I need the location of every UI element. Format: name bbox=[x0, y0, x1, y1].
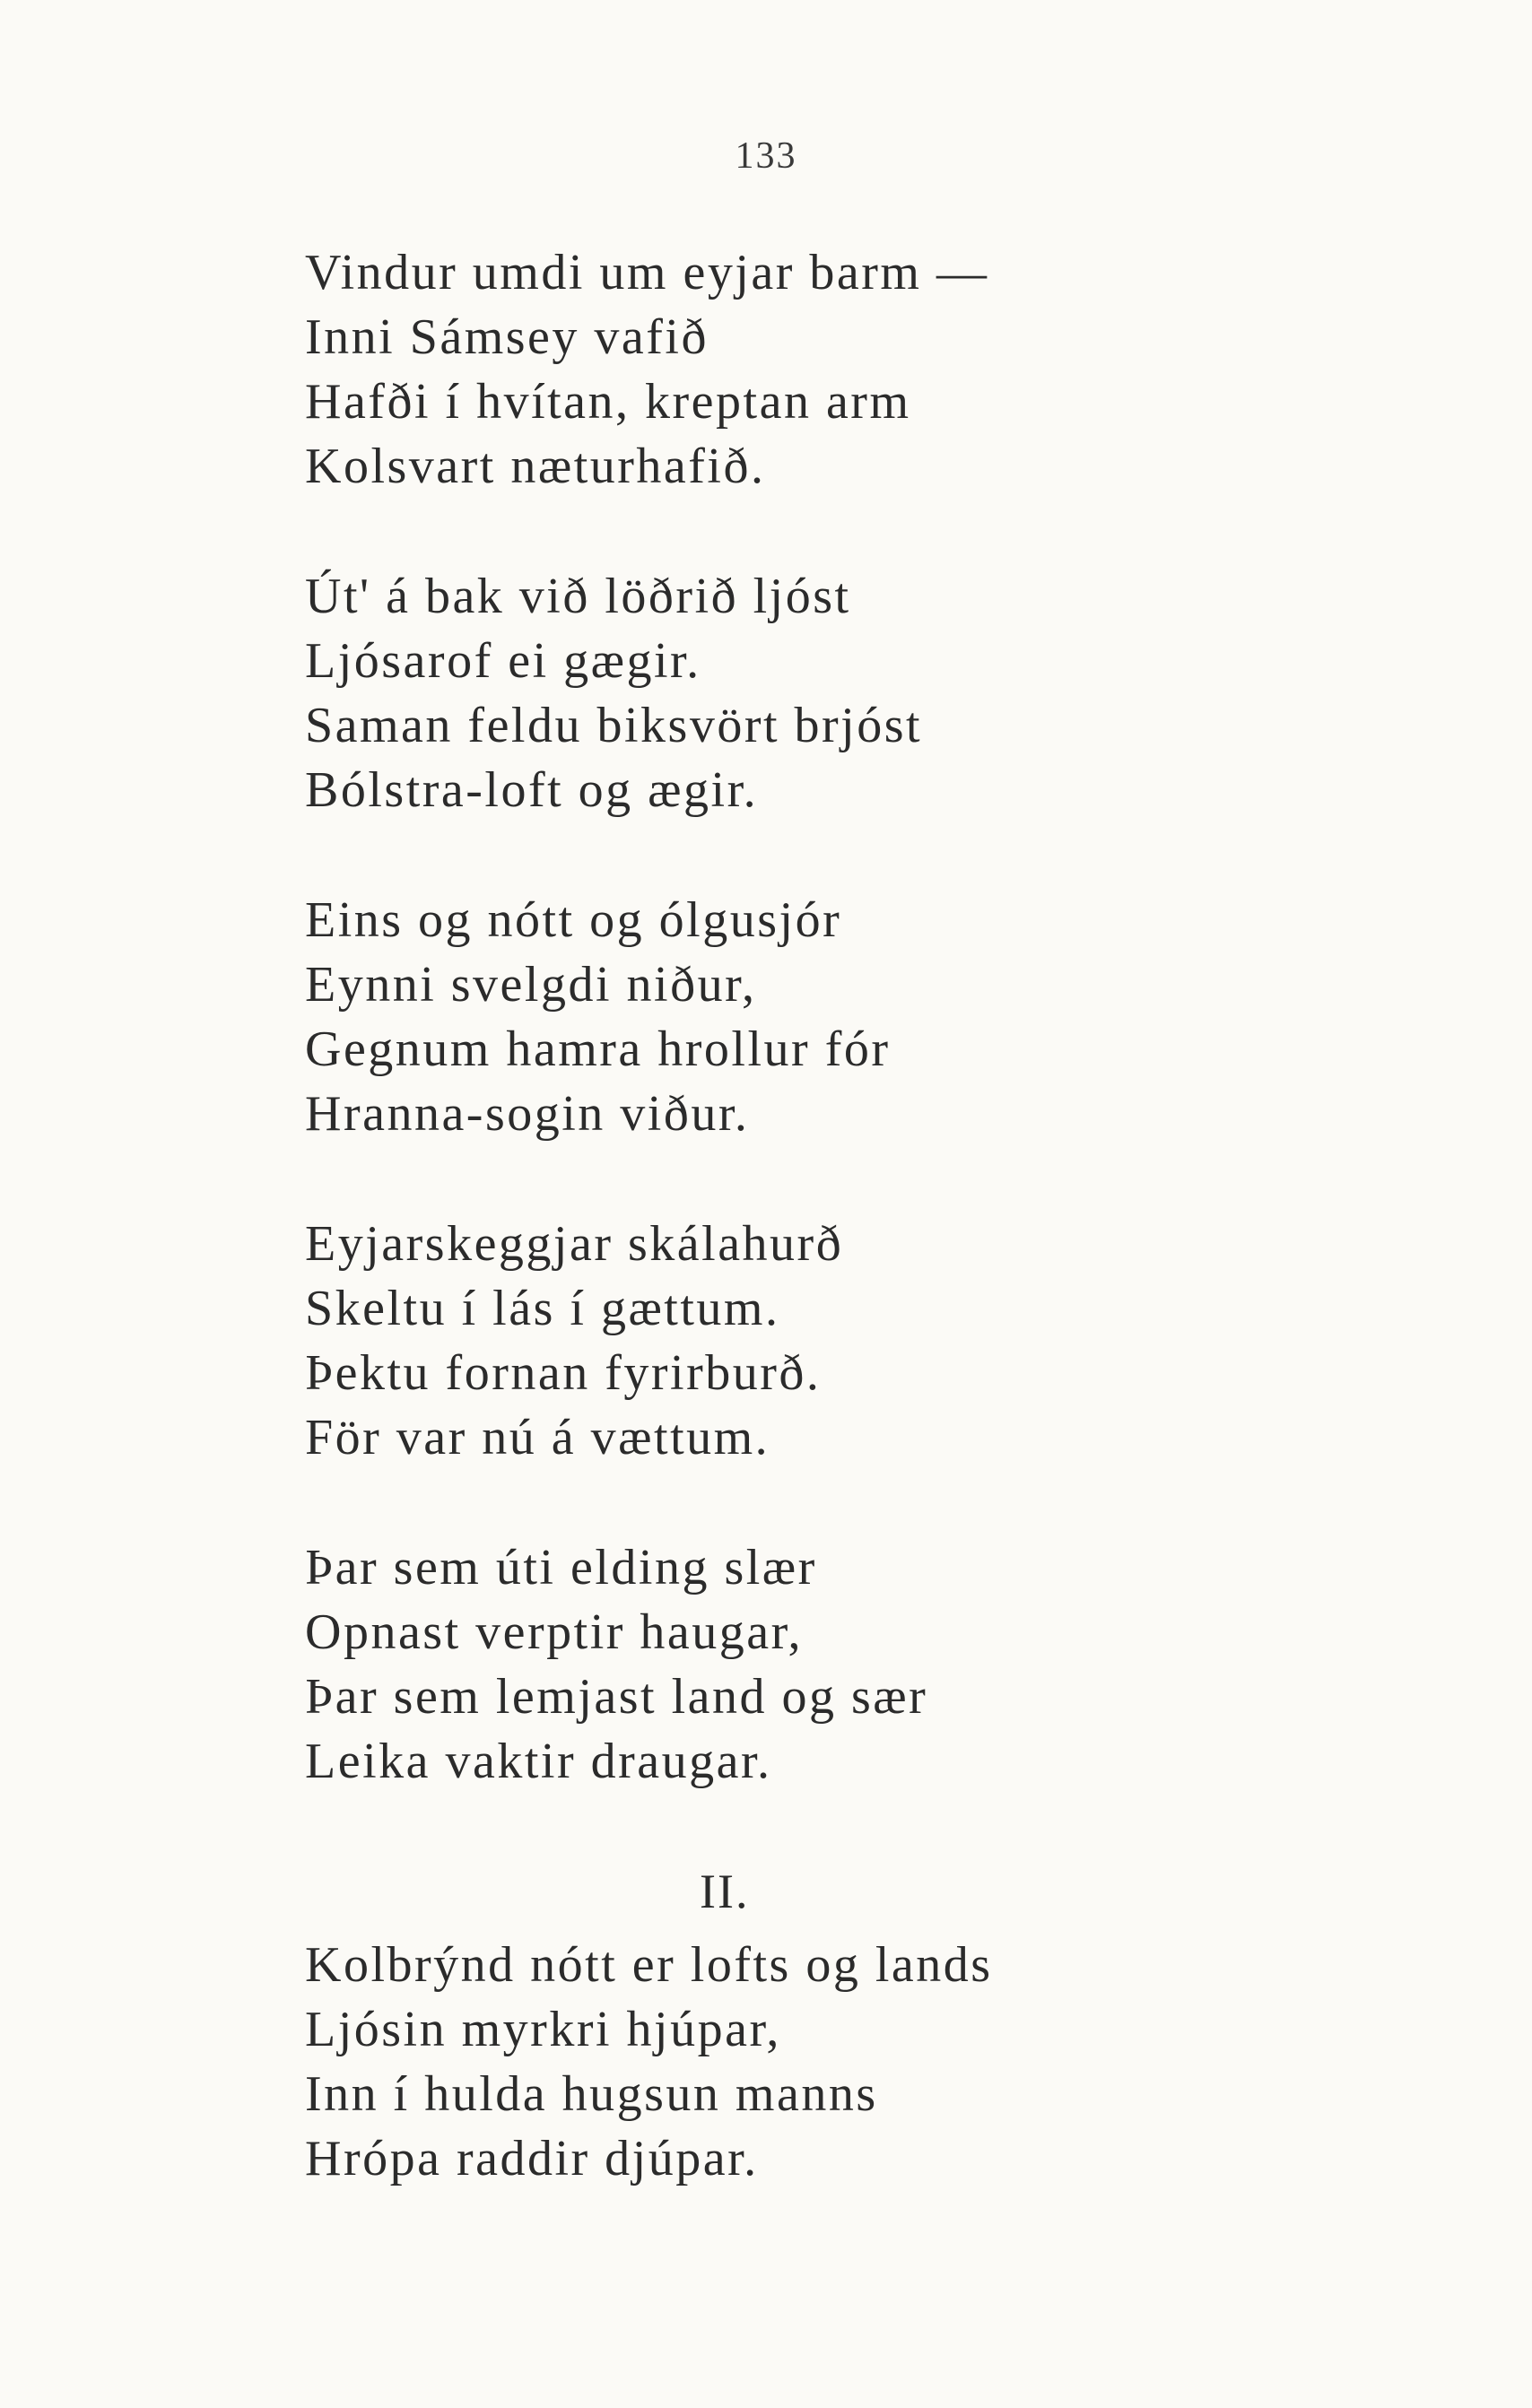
section-spacer bbox=[305, 1924, 1471, 1933]
verse-line: Þektu fornan fyrirburð. bbox=[305, 1345, 822, 1401]
verse-line: Ljósarof ei gægir. bbox=[305, 633, 701, 689]
verse-line: Þar sem úti elding slær bbox=[305, 1540, 817, 1595]
verse-line: Opnast verptir haugar, bbox=[305, 1604, 804, 1660]
stanza bbox=[305, 240, 1471, 499]
verse-line: Inn í hulda hugsun manns bbox=[305, 2066, 878, 2122]
verse-line: Leika vaktir draugar. bbox=[305, 1734, 772, 1789]
stanza bbox=[305, 564, 1471, 822]
stanza bbox=[305, 888, 1471, 1146]
verse-line: Gegnum hamra hrollur fór bbox=[305, 1021, 891, 1077]
verse-line: Eynni svelgdi niður, bbox=[305, 957, 757, 1013]
verse-line: Kolbrýnd nótt er lofts og lands bbox=[305, 1937, 993, 1993]
stanza-break bbox=[305, 822, 1471, 888]
stanza-break bbox=[305, 1146, 1471, 1212]
verse-line: Þar sem lemjast land og sær bbox=[305, 1669, 928, 1725]
stanza-break bbox=[305, 1794, 1471, 1859]
verse-line: Hranna-sogin viður. bbox=[305, 1086, 750, 1142]
verse-line: Hrópa raddir djúpar. bbox=[305, 2131, 759, 2186]
verse-line: Út' á bak við löðrið ljóst bbox=[305, 569, 851, 624]
verse-line: Hafði í hvítan, kreptan arm bbox=[305, 374, 911, 430]
section-numeral: II. bbox=[700, 1865, 750, 1918]
stanza bbox=[305, 1933, 1471, 2191]
verse-line: Ljósin myrkri hjúpar, bbox=[305, 2002, 781, 2057]
verse-line: Inni Sámsey vafið bbox=[305, 309, 709, 365]
stanza-break bbox=[305, 499, 1471, 564]
poem bbox=[305, 240, 1471, 2191]
page-number: 133 bbox=[735, 135, 797, 177]
stanza bbox=[305, 1212, 1471, 1470]
verse-line: Skeltu í lás í gættum. bbox=[305, 1281, 780, 1336]
verse-line: Saman feldu biksvört brjóst bbox=[305, 698, 923, 753]
verse-line: Kolsvart næturhafið. bbox=[305, 439, 766, 494]
verse-line: Eyjarskeggjar skálahurð bbox=[305, 1216, 844, 1272]
verse-line: Vindur umdi um eyjar barm — bbox=[305, 245, 989, 300]
verse-line: Bólstra-loft og ægir. bbox=[305, 762, 759, 818]
verse-line: Eins og nótt og ólgusjór bbox=[305, 892, 842, 948]
stanza bbox=[305, 1535, 1471, 1794]
verse-line: För var nú á vættum. bbox=[305, 1410, 770, 1465]
stanza-break bbox=[305, 1470, 1471, 1535]
